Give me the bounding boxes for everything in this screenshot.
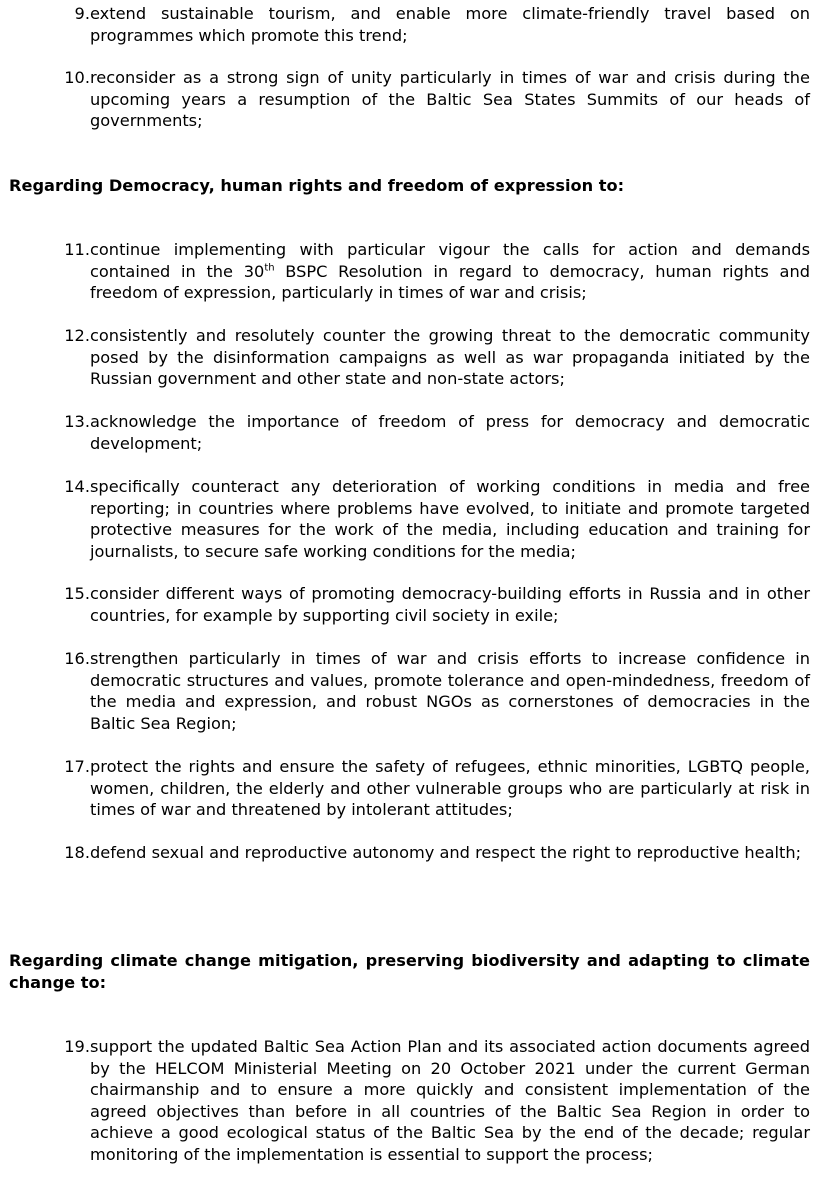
list-item (48, 583, 810, 626)
item-number: 19. (64, 1037, 90, 1056)
list-item (48, 648, 810, 734)
item-number: 16. (64, 649, 90, 668)
section-heading: Regarding Democracy, human rights and freedom of expression to: (9, 176, 625, 195)
item-text: support the updated Baltic Sea Action Plan and its associated action documents agreed by the HELCOM Ministerial Meeting on 20 October 2021 under the current German chairmanship and to ensure a more quickly and consistent implementation of the agreed objectives than before in all countries of the Baltic Sea Region in order to achieve a good ecological status of the Baltic Sea by the end of the decade; regular monitoring of the implementation is essential to support the process; (90, 1037, 810, 1164)
ordinal-suffix: th (264, 262, 275, 274)
item-text: consistently and resolutely counter the growing threat to the democratic community posed by the disinformation campaigns as well as war propaganda initiated by the Russian government and other state and non-state actors; (90, 326, 810, 389)
item-text-part: BSPC Resolution in regard to democracy, human rights and freedom of expression, particularly in times of war and crisis; (90, 261, 810, 303)
list-item (48, 842, 810, 864)
item-number: 13. (64, 412, 90, 431)
item-number: 15. (64, 584, 90, 603)
list-item (48, 476, 810, 562)
list-item (48, 3, 810, 46)
item-text: strengthen particularly in times of war and crisis efforts to increase confidence in democratic structures and values, promote tolerance and open-mindedness, freedom of the media and expression, and robust NGOs as cornerstones of democracies in the Baltic Sea Region; (90, 649, 810, 733)
item-number: 18. (64, 843, 90, 862)
item-number: 17. (64, 757, 90, 776)
item-text: acknowledge the importance of freedom of press for democracy and democratic development; (90, 412, 810, 453)
item-number: 9. (74, 4, 90, 23)
item-text (90, 239, 810, 304)
item-text: defend sexual and reproductive autonomy and respect the right to reproductive health; (90, 843, 802, 862)
item-number: 12. (64, 326, 90, 345)
item-number: 14. (64, 477, 90, 496)
list-item (48, 411, 810, 454)
list-item (48, 756, 810, 821)
item-number: 10. (64, 68, 90, 87)
list-item (48, 325, 810, 390)
item-text: reconsider as a strong sign of unity particularly in times of war and crisis during the upcoming years a resumption of the Baltic Sea States Summits of our heads of governments; (90, 68, 810, 131)
item-text: consider different ways of promoting democracy-building efforts in Russia and in other countries, for example by supporting civil society in exile; (90, 584, 810, 625)
item-text-part: continue implementing with particular vigour the calls for action and demands contained in the 30 (90, 240, 810, 281)
list-item (48, 239, 810, 304)
item-text: protect the rights and ensure the safety of refugees, ethnic minorities, LGBTQ people, women, children, the elderly and other vulnerable groups who are particularly at risk in times of war and threatened by intolerant attitudes; (90, 757, 810, 820)
section-heading: Regarding climate change mitigation, preserving biodiversity and adapting to climate change to: (9, 951, 810, 992)
item-number: 11. (64, 240, 90, 259)
list-item (48, 67, 810, 132)
list-item (48, 1036, 810, 1166)
item-text: specifically counteract any deterioration of working conditions in media and free reporting; in countries where problems have evolved, to initiate and promote targeted protective measures for the work of the media, including education and training for journalists, to secure safe working conditions for the media; (90, 477, 810, 561)
item-text: extend sustainable tourism, and enable more climate-friendly travel based on programmes which promote this trend; (90, 4, 810, 45)
